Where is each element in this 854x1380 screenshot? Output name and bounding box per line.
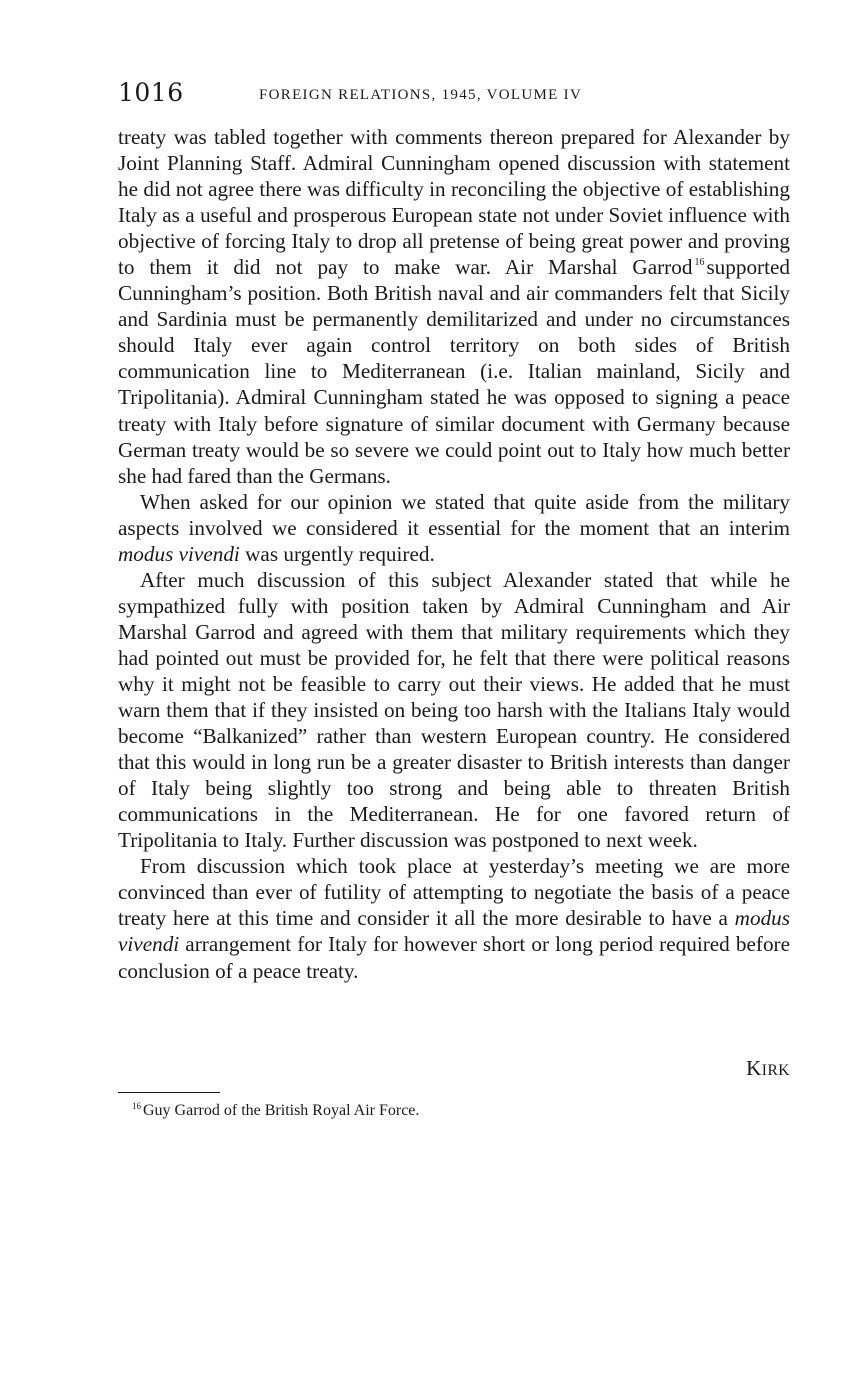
footnote-reference: 16: [694, 257, 705, 269]
paragraph-3: [118, 567, 790, 854]
paragraph-4: [118, 853, 790, 983]
footnote: [132, 1100, 419, 1122]
running-title: FOREIGN RELATIONS, 1945, VOLUME IV: [259, 87, 583, 103]
signature: [746, 1056, 790, 1081]
paragraph-4-italic: modus vivendi: [118, 906, 790, 957]
footnote-text: Guy Garrod of the British Royal Air Force.: [143, 1102, 420, 1119]
paragraph-2-italic: modus vivendi: [118, 541, 240, 566]
footnote-mark: 16: [132, 1101, 141, 1111]
footnote-divider: [118, 1092, 220, 1093]
paragraph-2-text-b: was urgently required.: [239, 541, 435, 566]
paragraph-4-text-b: arrangement for Italy for however short or long period required before conclusion of a peace treaty.: [118, 932, 790, 983]
paragraph-3-text: After much discussion of this subject Alexander stated that while he sympathized fully with position taken by Admiral Cunningham and Air Marshal Garrod and agreed with them that military requirements which they had pointed out must be provided for, he felt that there were political reasons why it might not be feasible to carry out their views. He added that he must warn them that if they insisted on being too harsh with the Italians Italy would become “Balkanized” rather than western European country. He considered that this would in long run be a greater disaster to British interests than danger of Italy being slightly too strong and being able to threaten British communications in the Mediterranean. He for one favored return of Tripolitania to Italy. Further discussion was postponed to next week.: [118, 567, 790, 853]
paragraph-2-text-a: When asked for our opinion we stated that quite aside from the military aspects involved we considered it essential for the moment that an interim: [118, 489, 790, 540]
page-number: 1016: [118, 78, 184, 107]
page-header: [118, 78, 790, 112]
paragraph-1: [118, 124, 790, 489]
body-text: [118, 124, 790, 984]
signature-rest: IRK: [761, 1062, 790, 1079]
paragraph-1-text-b: supported Cunningham’s position. Both British naval and air commanders felt that Sicily and Sardinia must be permanently demilitarized and under no circumstances should Italy ever again control territory on both sides of British communication line to Mediterranean (i.e. Italian mainland, Sicily and Tripolitania). Admiral Cunningham stated he was opposed to signing a peace treaty with Italy before signature of similar document with Germany because German treaty would be so severe we could point out to Italy how much better she had fared than the Germans.: [118, 255, 790, 488]
paragraph-2: [118, 489, 790, 567]
paragraph-1-text-a: treaty was tabled together with comments thereon prepared for Alexander by Joint Planning Staff. Admiral Cunningham opened discussion with statement he did not agree there was difficulty in reconciling the objective of establishing Italy as a useful and prosperous European state not under Soviet influence with objective of forcing Italy to drop all pretense of being great power and proving to them it did not pay to make war. Air Marshal Garrod: [118, 125, 790, 280]
paragraph-4-text-a: From discussion which took place at yesterday’s meeting we are more convinced than ever of futility of attempting to negotiate the basis of a peace treaty here at this time and consider it all the more desirable to have a: [118, 854, 790, 931]
signature-initial: K: [746, 1056, 762, 1080]
